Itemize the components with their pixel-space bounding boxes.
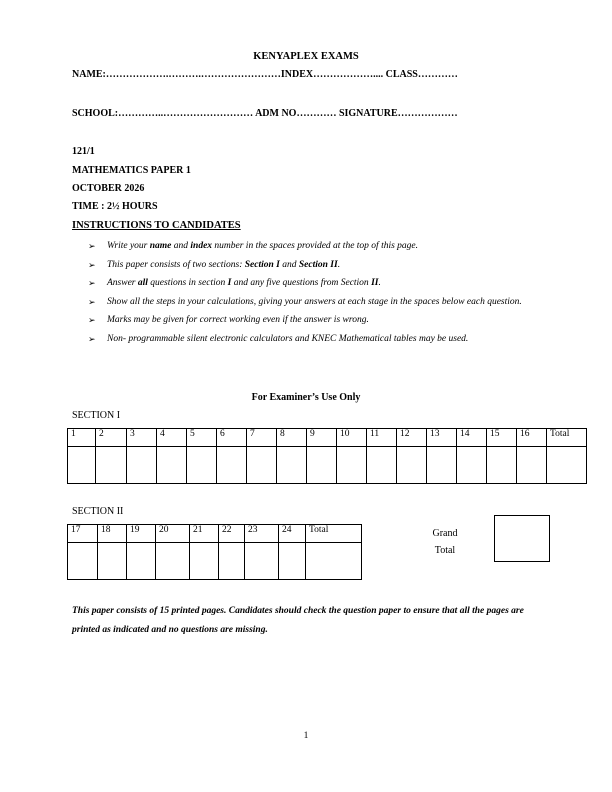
column-header: 18 [98,525,127,543]
exam-title: KENYAPLEX EXAMS [253,51,359,62]
section-2-score-table [67,524,362,580]
section-1-score-table [67,428,587,484]
column-header: 14 [457,429,487,447]
score-cell [127,543,156,580]
instruction-item: ➢ Show all the steps in your calculations, giving your answers at each stage in the spaces below each question. [88,293,538,312]
score-cell [457,447,487,484]
column-header: 7 [247,429,277,447]
arrow-bullet-icon: ➢ [88,241,96,251]
page-number: 1 [303,731,309,741]
column-header: Total [306,525,362,543]
score-cell [277,447,307,484]
column-header: 19 [127,525,156,543]
column-header: 5 [187,429,217,447]
column-header: 13 [427,429,457,447]
instruction-item: ➢ Answer all questions in section I and any five questions from Section II. [88,274,538,293]
paper-subject: MATHEMATICS PAPER 1 [72,165,191,176]
column-header: 1 [68,429,96,447]
score-total-cell [306,543,362,580]
printed-pages-note: This paper consists of 15 printed pages. Candidates should check the question paper to ensure that all the pages are printed as indicated and no questions are missing. [72,606,524,635]
examiner-use-heading: For Examiner’s Use Only [251,392,361,403]
school-adm-signature-line: SCHOOL:…………..……………………… ADM NO………… SIGNATURE……………… [72,108,458,119]
instructions-heading: INSTRUCTIONS TO CANDIDATES [72,220,241,231]
column-header: 20 [156,525,190,543]
column-header: 9 [307,429,337,447]
arrow-bullet-icon: ➢ [88,333,96,344]
grand-total-label: Grand Total [432,528,458,556]
instruction-item: ➢ Non- programmable silent electronic calculators and KNEC Mathematical tables may be used. [88,330,538,349]
column-header: 4 [157,429,187,447]
column-header: 21 [190,525,219,543]
score-cell [127,447,157,484]
column-header: 24 [279,525,306,543]
score-cell [156,543,190,580]
arrow-bullet-icon: ➢ [88,259,96,270]
paper-code: 121/1 [72,146,95,157]
score-cell [245,543,279,580]
arrow-bullet-icon: ➢ [88,278,96,288]
score-cell [367,447,397,484]
score-cell [217,447,247,484]
score-cell [219,543,245,580]
score-cell [68,447,96,484]
score-cell [279,543,306,580]
arrow-bullet-icon: ➢ [88,296,96,307]
name-index-class-line: NAME:……………….……….……………………INDEX……………….... CLASS………… [72,69,458,80]
column-header: 8 [277,429,307,447]
score-cell [190,543,219,580]
score-cell [247,447,277,484]
score-cell [187,447,217,484]
column-header: Total [547,429,587,447]
score-cell [487,447,517,484]
column-header: 23 [245,525,279,543]
column-header: 17 [68,525,98,543]
score-cell [427,447,457,484]
arrow-bullet-icon: ➢ [88,315,96,325]
score-cell [157,447,187,484]
instructions-list [88,237,538,348]
column-header: 12 [397,429,427,447]
column-header: 16 [517,429,547,447]
column-header: 11 [367,429,397,447]
section-2-label: SECTION II [72,506,124,517]
instruction-item: ➢ This paper consists of two sections: Section I and Section II. [88,256,538,275]
column-header: 6 [217,429,247,447]
score-cell [98,543,127,580]
column-header: 15 [487,429,517,447]
score-cell [337,447,367,484]
column-header: 2 [96,429,127,447]
column-header: 10 [337,429,367,447]
section-1-label: SECTION I [72,410,121,421]
instruction-item: ➢ Marks may be given for correct working even if the answer is wrong. [88,311,538,330]
score-cell [96,447,127,484]
column-header: 3 [127,429,157,447]
score-cell [307,447,337,484]
score-total-cell [547,447,587,484]
instruction-item: ➢ Write your name and index number in the spaces provided at the top of this page. [88,237,538,256]
paper-date: OCTOBER 2026 [72,183,145,194]
score-cell [397,447,427,484]
score-cell [517,447,547,484]
score-cell [68,543,98,580]
paper-time: TIME : 2½ HOURS [72,201,158,212]
grand-total-box [494,515,550,562]
column-header: 22 [219,525,245,543]
